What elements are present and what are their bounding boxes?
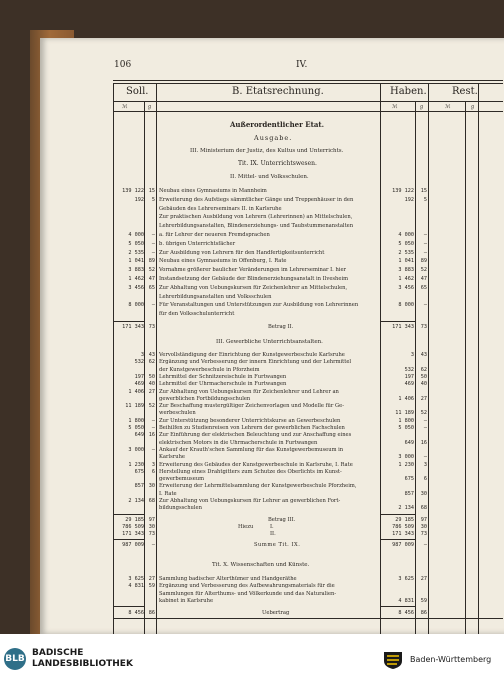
entry-soll: 3 000 <box>128 446 144 453</box>
entry-haben-cents: 3 <box>423 461 427 468</box>
entry-text: Zur Ausbildung von Lehrern für den Handfertigkeitsunterricht <box>159 249 325 256</box>
betrag2-soll: 171 343 <box>122 324 144 330</box>
entry-haben-cents: 40 <box>420 381 427 388</box>
entry-soll-cents: 30 <box>148 483 155 490</box>
entry-haben: 11 189 <box>395 410 414 417</box>
ministry-title: III. Ministerium der Justiz, des Kultus und Unterrichts. <box>190 148 344 154</box>
betrag3-soll-cents: 97 <box>148 517 155 523</box>
entry-haben-cents: 27 <box>420 576 427 582</box>
entry-haben: 139 122 <box>392 188 414 194</box>
library-name[interactable] <box>32 648 133 670</box>
entry-soll-cents: 5 <box>151 196 155 203</box>
entry-haben-cents: 47 <box>420 276 427 282</box>
entry-soll-cents: 27 <box>148 388 155 395</box>
entry-text: Gebäuden des Lehrerseminars II. in Karlsruhe <box>159 205 282 212</box>
section-title: Außerordentlicher Etat. <box>230 120 325 129</box>
entry-haben: 1 800 <box>398 417 414 424</box>
entry-text: Zur praktischen Ausbildung von Lehrern (Lehrerinnen) an Mittelschulen, <box>159 214 353 221</box>
entry-haben-cents: — <box>423 232 427 238</box>
entry-haben: 2 535 <box>398 249 414 256</box>
col-soll-header: Soll. <box>126 86 149 97</box>
entry-soll: 5 050 <box>128 425 144 431</box>
entry-soll-cents: 3 <box>151 461 155 468</box>
entry-soll-cents: 59 <box>148 583 155 590</box>
uebertrag-soll: 8 456 <box>128 610 144 616</box>
entry-soll-cents: 89 <box>148 258 155 265</box>
entry-text: a. für Lehrer der neueren Fremdsprachen <box>159 232 270 238</box>
part-ii-title: II. Mittel- und Volksschulen. <box>230 174 309 180</box>
entry-soll: 3 <box>140 352 144 358</box>
entry-soll: 4 000 <box>128 232 144 238</box>
entry-soll: 11 189 <box>125 403 144 410</box>
hiezu-label: Hiezu <box>238 524 254 530</box>
entry-soll-cents: 43 <box>148 352 155 358</box>
uebertrag-haben: 8 456 <box>398 610 414 616</box>
entry-haben: 4 000 <box>398 232 414 238</box>
entry-haben: 3 000 <box>398 454 414 461</box>
entry-haben-cents: — <box>423 425 427 431</box>
entry-soll: 1 230 <box>128 461 144 468</box>
col-rest-header: Rest. <box>452 86 478 97</box>
entry-text: Beihilfen zu Studienreisen von Lehrern der gewerblichen Fachschulen <box>159 425 345 431</box>
library-line2: LANDESBIBLIOTHEK <box>32 659 133 669</box>
entry-text: Ergänzung und Verbesserung der innern Einrichtung und der Lehrmittel <box>159 359 352 366</box>
entry-haben: 8 000 <box>398 302 414 309</box>
entry-text: Karlsruhe <box>159 454 186 461</box>
entry-text: Sammlung badischer Alterthümer und Handgeräthe <box>159 576 297 582</box>
cent-mark: ℊ <box>147 104 153 110</box>
entry-text: Vervollständigung der Einrichtung der Kunstgewerbeschule Karlsruhe <box>159 352 345 358</box>
hiezu1-soll-cents: 30 <box>148 524 155 530</box>
entry-text: für den Volksschulunterricht <box>159 311 235 318</box>
entry-soll-cents: 6 <box>151 468 155 475</box>
chapter-number: IV. <box>296 60 308 70</box>
entry-haben-cents: 89 <box>420 258 427 265</box>
hiezu-ii-label: II. <box>270 531 276 537</box>
betrag3-haben: 29 185 <box>395 517 414 523</box>
betrag2-haben: 171 343 <box>392 324 414 330</box>
entry-soll: 1 800 <box>128 417 144 424</box>
entry-text: Neubau eines Gymnasiums in Offenburg, I. Rate <box>159 258 287 265</box>
entry-soll: 857 <box>134 483 144 490</box>
entry-soll: 3 456 <box>128 284 144 291</box>
entry-haben-cents: 5 <box>423 196 427 203</box>
entry-text: Lehrerbildungsanstalten, Blindenerziehungs- und Taubstummenanstalten <box>159 223 354 230</box>
entry-soll-cents: — <box>151 240 155 247</box>
entry-soll: 2 535 <box>128 249 144 256</box>
entry-soll: 2 134 <box>128 498 144 504</box>
entry-haben: 3 <box>410 352 414 358</box>
entry-haben: 1 041 <box>398 258 414 265</box>
uebertrag-soll-cents: 86 <box>148 610 155 616</box>
entry-text: gewerbemuseum <box>159 476 205 483</box>
entry-text: Neubau eines Gymnasiums in Mannheim <box>159 188 267 194</box>
entry-haben: 469 <box>404 381 414 388</box>
entry-soll: 197 <box>134 373 144 380</box>
entry-soll-cents: 15 <box>148 188 155 194</box>
entry-text: b. übrigen Unterrichtsfächer <box>159 240 236 247</box>
betrag3-soll: 29 185 <box>125 517 144 523</box>
entry-soll: 1 406 <box>128 388 144 395</box>
entry-text: kabinet in Karlsruhe <box>159 598 214 605</box>
entry-text: Erweiterung des Gebäudes der Kunstgewerbeschule in Karlsruhe, I. Rate <box>159 461 353 468</box>
entry-soll-cents: — <box>151 446 155 453</box>
hiezu1-soll: 786 509 <box>122 524 144 530</box>
hiezu1-haben-cents: 30 <box>420 524 427 530</box>
betrag3-haben-cents: 97 <box>420 517 427 523</box>
state-name[interactable]: Baden-Württemberg <box>410 655 492 664</box>
entry-text: I. Rate <box>159 490 177 497</box>
betrag2-label: Betrag II. <box>268 324 294 330</box>
page-number: 106 <box>114 60 132 70</box>
entry-haben: 675 <box>404 476 414 483</box>
entry-haben-cents: 52 <box>420 410 427 417</box>
part-iii-title: III. Gewerbliche Unterrichtsanstalten. <box>216 339 323 345</box>
entry-text: Ergänzung und Verbesserung des Aufbewahrungsmaterials für die <box>159 583 335 590</box>
entry-text: Zur Beschaffung mustergültiger Zeichenvorlagen und Modelle für Ge- <box>159 403 344 410</box>
hiezu1-haben: 786 509 <box>392 524 414 530</box>
entry-text: Ankauf der Krauth'schen Sammlung für das Kunstgewerbemuseum in <box>159 446 344 453</box>
state-crest-icon <box>382 650 404 670</box>
entry-soll: 675 <box>134 468 144 475</box>
uebertrag-label: Uebertrag <box>262 610 290 616</box>
entry-soll: 1 462 <box>128 276 144 282</box>
entry-soll-cents: 62 <box>148 359 155 366</box>
entry-text: Zur Abhaltung von Uebungskursen für Zeichenlehrer an Mittelschulen, <box>159 284 348 291</box>
title-ix: Tit. IX. Unterrichtswesen. <box>238 160 317 167</box>
entry-haben-cents: 6 <box>423 476 427 483</box>
hiezu2-soll-cents: 73 <box>148 531 155 537</box>
entry-haben-cents: 62 <box>420 366 427 373</box>
entry-text: Herstellung eines Drahtgitters zum Schutze des Oberlichts im Kunst- <box>159 468 342 475</box>
entry-soll-cents: — <box>151 232 155 238</box>
entry-soll-cents: 68 <box>148 498 155 504</box>
entry-haben-cents: — <box>423 249 427 256</box>
entry-text: Lehrmittel der Uhrmacherschule in Furtwangen <box>159 381 287 388</box>
title-x: Tit. X. Wissenschaften und Künste. <box>212 562 310 568</box>
summe-soll-cents: — <box>151 542 155 548</box>
entry-soll: 1 041 <box>128 258 144 265</box>
entry-haben: 1 406 <box>398 395 414 402</box>
document-page <box>40 38 504 634</box>
uebertrag-haben-cents: 86 <box>420 610 427 616</box>
entry-haben-cents: 68 <box>420 505 427 512</box>
entry-soll-cents: 52 <box>148 403 155 410</box>
entry-soll-cents: 47 <box>148 276 155 282</box>
entry-haben: 197 <box>404 373 414 380</box>
entry-text: Vornahme größerer baulicher Veränderungen im Lehrerseminar I. hier <box>159 267 347 274</box>
entry-haben: 857 <box>404 490 414 497</box>
cent-mark: ℊ <box>419 104 425 110</box>
entry-soll: 4 831 <box>128 583 144 590</box>
library-line1: BADISCHE <box>32 648 84 658</box>
hiezu-i-label: I. <box>270 524 274 530</box>
entry-text: Erweiterung der Lehrmittelsammlung der Kunstgewerbeschule Pforzheim, <box>159 483 357 490</box>
entry-text: Zur Unterstützung besonderer Unterrichtskurse an Gewerbeschulen <box>159 417 341 424</box>
entry-haben-cents: 65 <box>420 284 427 291</box>
entry-haben: 1 230 <box>398 461 414 468</box>
betrag2-haben-cents: 73 <box>420 324 427 330</box>
entry-text: Erweiterung des Aufstiegs sämmtlicher Gänge und Treppenhäuser in den <box>159 196 354 203</box>
entry-haben: 3 625 <box>398 576 414 582</box>
cent-mark: ℊ <box>470 104 476 110</box>
unit-mark: ℳ <box>122 104 128 110</box>
entry-text: Zur Einführung der elektrischen Beleuchtung und zur Anschaffung eines <box>159 432 352 439</box>
entry-haben-cents: 27 <box>420 395 427 402</box>
entry-soll: 3 883 <box>128 267 144 274</box>
entry-soll-cents: 27 <box>148 576 155 582</box>
entry-soll: 8 000 <box>128 302 144 309</box>
summe-haben: 987 009 <box>392 542 414 548</box>
entry-haben: 5 050 <box>398 240 414 247</box>
entry-soll-cents: — <box>151 302 155 309</box>
entry-haben-cents: 52 <box>420 267 427 274</box>
col-main-header: B. Etatsrechnung. <box>232 86 324 97</box>
entry-haben: 3 456 <box>398 284 414 291</box>
entry-text: werbeschulen <box>159 410 196 417</box>
entry-text: der Kunstgewerbeschule in Pforzheim <box>159 366 260 373</box>
subsection-title: Ausgabe. <box>254 134 293 142</box>
entry-haben: 3 883 <box>398 267 414 274</box>
entry-soll-cents: — <box>151 417 155 424</box>
entry-haben: 1 462 <box>398 276 414 282</box>
entry-soll: 469 <box>134 381 144 388</box>
unit-mark: ℳ <box>445 104 451 110</box>
entry-text: Lehrmittel der Schnitzereischule in Furtwangen <box>159 373 287 380</box>
entry-haben-cents: 43 <box>420 352 427 358</box>
entry-soll-cents: 65 <box>148 284 155 291</box>
entry-haben: 4 831 <box>398 598 414 605</box>
entry-text: Für Veranstaltungen und Unterstützungen zur Ausbildung von Lehrerinnen <box>159 302 359 309</box>
entry-soll-cents: — <box>151 249 155 256</box>
blb-logo[interactable]: BLB <box>4 648 26 670</box>
entry-text: elektrischen Motors in die Uhrmacherschule in Furtwangen <box>159 439 318 446</box>
entry-soll-cents: 50 <box>148 373 155 380</box>
entry-haben: 649 <box>404 439 414 446</box>
entry-haben-cents: 15 <box>420 188 427 194</box>
entry-text: gewerblichen Fortbildungsschulen <box>159 395 251 402</box>
entry-haben-cents: 50 <box>420 373 427 380</box>
entry-haben: 5 050 <box>398 425 414 431</box>
entry-soll-cents: 52 <box>148 267 155 274</box>
betrag3-label: Betrag III. <box>268 517 296 523</box>
entry-soll: 5 050 <box>128 240 144 247</box>
entry-soll: 532 <box>134 359 144 366</box>
entry-haben-cents: 59 <box>420 598 427 605</box>
entry-haben: 532 <box>404 366 414 373</box>
entry-haben-cents: — <box>423 302 427 309</box>
summe-soll: 987 009 <box>122 542 144 548</box>
entry-text: Sammlungen für Alterthums- und Völkerkunde und das Naturalien- <box>159 590 337 597</box>
entry-soll: 139 122 <box>122 188 144 194</box>
entry-haben-cents: — <box>423 454 427 461</box>
hiezu2-haben: 171 343 <box>392 531 414 537</box>
entry-text: bildungsschulen <box>159 505 202 512</box>
hiezu2-soll: 171 343 <box>122 531 144 537</box>
summe-label: Summe Tit. IX. <box>254 542 301 548</box>
entry-haben: 2 134 <box>398 505 414 512</box>
entry-soll-cents: — <box>151 425 155 431</box>
entry-haben-cents: — <box>423 240 427 247</box>
col-haben-header: Haben. <box>390 86 427 97</box>
entry-soll: 192 <box>134 196 144 203</box>
entry-soll-cents: 40 <box>148 381 155 388</box>
entry-soll-cents: 16 <box>148 432 155 439</box>
unit-mark: ℳ <box>392 104 398 110</box>
entry-haben-cents: — <box>423 417 427 424</box>
entry-soll: 649 <box>134 432 144 439</box>
entry-soll: 3 625 <box>128 576 144 582</box>
hiezu2-haben-cents: 73 <box>420 531 427 537</box>
summe-haben-cents: — <box>423 542 427 548</box>
entry-haben: 192 <box>404 196 414 203</box>
entry-text: Instandsetzung der Gebäude der Blindenerziehungsanstalt in Ilvesheim <box>159 276 349 282</box>
entry-text: Lehrerbildungsanstalten und Volksschulen <box>159 293 272 300</box>
entry-text: Zur Abhaltung von Uebungskursen für Zeichenlehrer und Lehrer an <box>159 388 339 395</box>
entry-haben-cents: 30 <box>420 490 427 497</box>
entry-text: Zur Abhaltung von Uebungskursen für Lehrer an gewerblichen Fort- <box>159 498 341 504</box>
betrag2-soll-cents: 73 <box>148 324 155 330</box>
entry-haben-cents: 16 <box>420 439 427 446</box>
